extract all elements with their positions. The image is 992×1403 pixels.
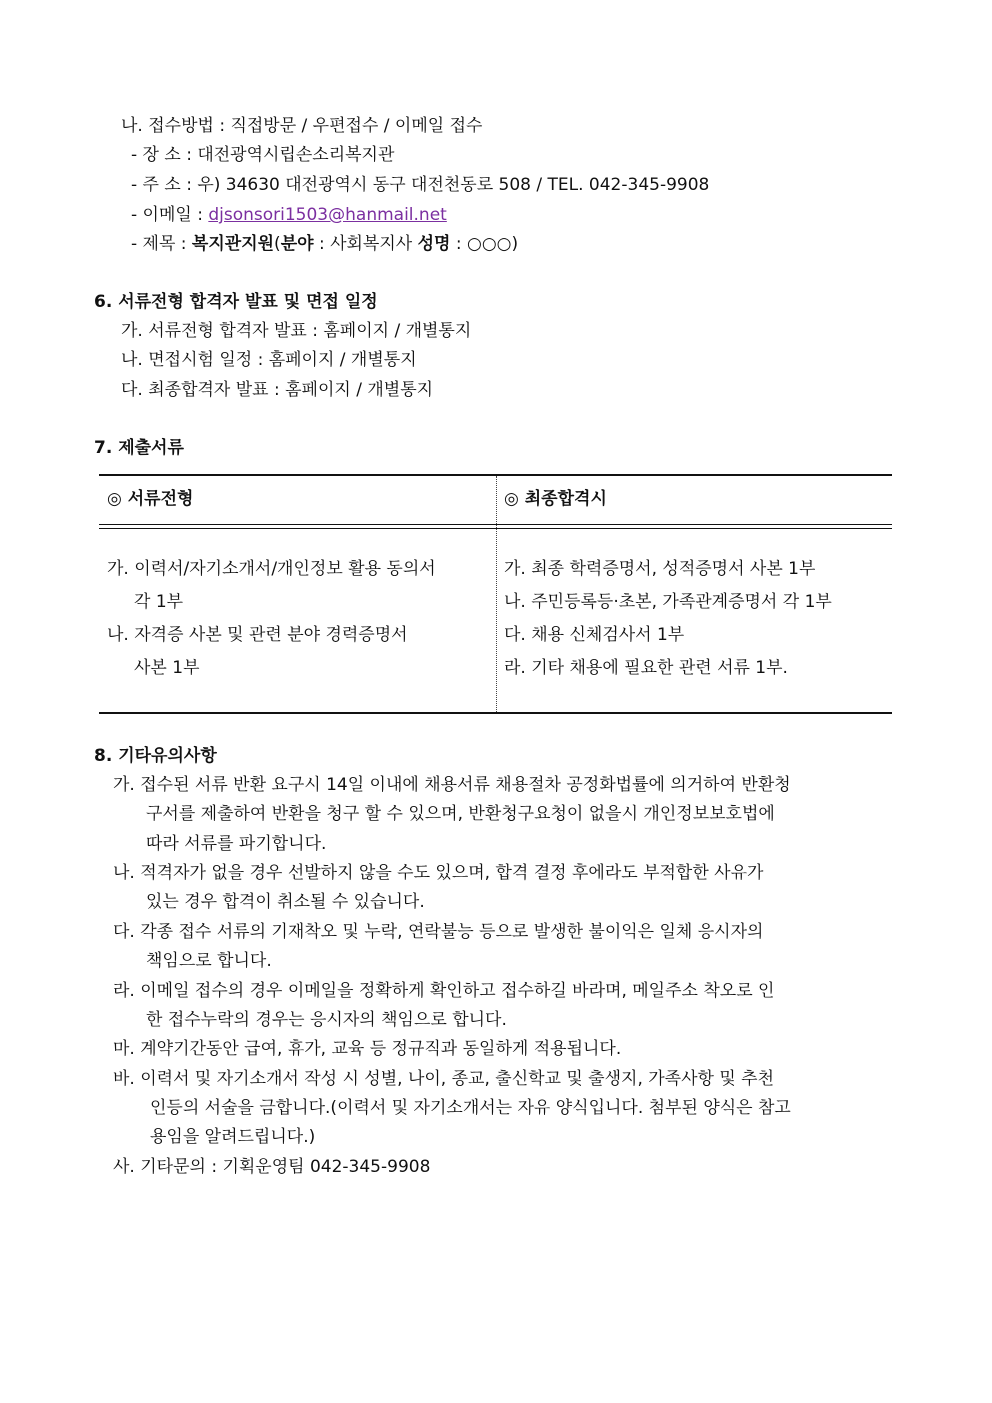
table-cell-line: 라. 기타 채용에 필요한 관련 서류 1부. xyxy=(504,658,788,678)
notice-line: 구서를 제출하여 반환을 청구 할 수 있으며, 반환청구요청이 없을시 개인정보보호법에 xyxy=(146,804,775,824)
section-6-heading: 6. 서류전형 합격자 발표 및 면접 일정 xyxy=(94,292,378,312)
section-6-item: 나. 면접시험 일정 : 홈페이지 / 개별통지 xyxy=(121,350,417,370)
table-cell-line: 가. 최종 학력증명서, 성적증명서 사본 1부 xyxy=(504,559,816,579)
receipt-place: - 장 소 : 대전광역시립손소리복지관 xyxy=(131,145,395,165)
subject-end: : ○○○) xyxy=(450,234,519,254)
notice-line: 따라 서류를 파기합니다. xyxy=(146,834,327,854)
subject-bold-2: 분야 xyxy=(280,234,314,254)
table-cell-line: 가. 이력서/자기소개서/개인정보 활용 동의서 xyxy=(107,559,436,579)
section-6-item: 다. 최종합격자 발표 : 홈페이지 / 개별통지 xyxy=(121,380,434,400)
subject-bold-1: 복지관지원 xyxy=(191,234,275,254)
email-label: - 이메일 : xyxy=(131,205,209,225)
subject-paren: ( xyxy=(274,234,281,254)
subject-prefix: - 제목 : xyxy=(131,234,192,254)
documents-table xyxy=(99,474,892,714)
notice-line: 바. 이력서 및 자기소개서 작성 시 성별, 나이, 종교, 출신학교 및 출생지, 가족사항 및 추천 xyxy=(113,1069,775,1089)
notice-line: 라. 이메일 접수의 경우 이메일을 정확하게 확인하고 접수하길 바라며, 메일주소 착오로 인 xyxy=(113,981,775,1001)
table-cell-line: 각 1부 xyxy=(134,592,184,612)
notice-line: 마. 계약기간동안 급여, 휴가, 교육 등 정규직과 동일하게 적용됩니다. xyxy=(113,1039,622,1059)
table-cell-line: 다. 채용 신체검사서 1부 xyxy=(504,625,685,645)
table-cell-line: 나. 주민등록등·초본, 가족관계증명서 각 1부 xyxy=(504,592,832,612)
notice-line: 나. 적격자가 없을 경우 선발하지 않을 수도 있으며, 합격 결정 후에라도 부적합한 사유가 xyxy=(113,863,764,883)
subject-bold-3: 성명 xyxy=(417,234,451,254)
receipt-address: - 주 소 : 우) 34630 대전광역시 동구 대전천동로 508 / TEL. 042-345-9908 xyxy=(131,175,710,195)
receipt-method: 나. 접수방법 : 직접방문 / 우편접수 / 이메일 접수 xyxy=(121,116,483,136)
notice-line: 가. 접수된 서류 반환 요구시 14일 이내에 채용서류 채용절차 공정화법률에 의거하여 반환청 xyxy=(113,775,791,795)
section-6-item: 가. 서류전형 합격자 발표 : 홈페이지 / 개별통지 xyxy=(121,321,472,341)
section-7-heading: 7. 제출서류 xyxy=(94,438,184,458)
notice-line: 인등의 서술을 금합니다.(이력서 및 자기소개서는 자유 양식입니다. 첨부된 양식은 참고 xyxy=(150,1098,791,1118)
notice-line: 한 접수누락의 경우는 응시자의 책임으로 합니다. xyxy=(146,1010,507,1030)
table-cell-line: 나. 자격증 사본 및 관련 분야 경력증명서 xyxy=(107,625,408,645)
notice-line: 있는 경우 합격이 취소될 수 있습니다. xyxy=(146,892,425,912)
notice-line: 책임으로 합니다. xyxy=(146,951,272,971)
table-bottom-rule xyxy=(99,712,892,714)
table-header-final-acceptance: ◎ 최종합격시 xyxy=(504,489,607,509)
notice-line: 용임을 알려드립니다.) xyxy=(150,1127,316,1147)
table-column-divider xyxy=(496,476,497,712)
email-link[interactable]: djsonsori1503@hanmail.net xyxy=(208,205,447,225)
notice-line: 다. 각종 접수 서류의 기재착오 및 누락, 연락불능 등으로 발생한 불이익은 일체 응시자의 xyxy=(113,922,764,942)
receipt-email-row xyxy=(131,203,447,227)
notice-line: 사. 기타문의 : 기획운영팀 042-345-9908 xyxy=(113,1157,431,1177)
table-cell-line: 사본 1부 xyxy=(134,658,200,678)
section-8-heading: 8. 기타유의사항 xyxy=(94,746,217,766)
table-header-document-screening: ◎ 서류전형 xyxy=(107,489,194,509)
subject-mid: : 사회복지사 xyxy=(313,234,418,254)
receipt-subject-row xyxy=(131,232,518,256)
